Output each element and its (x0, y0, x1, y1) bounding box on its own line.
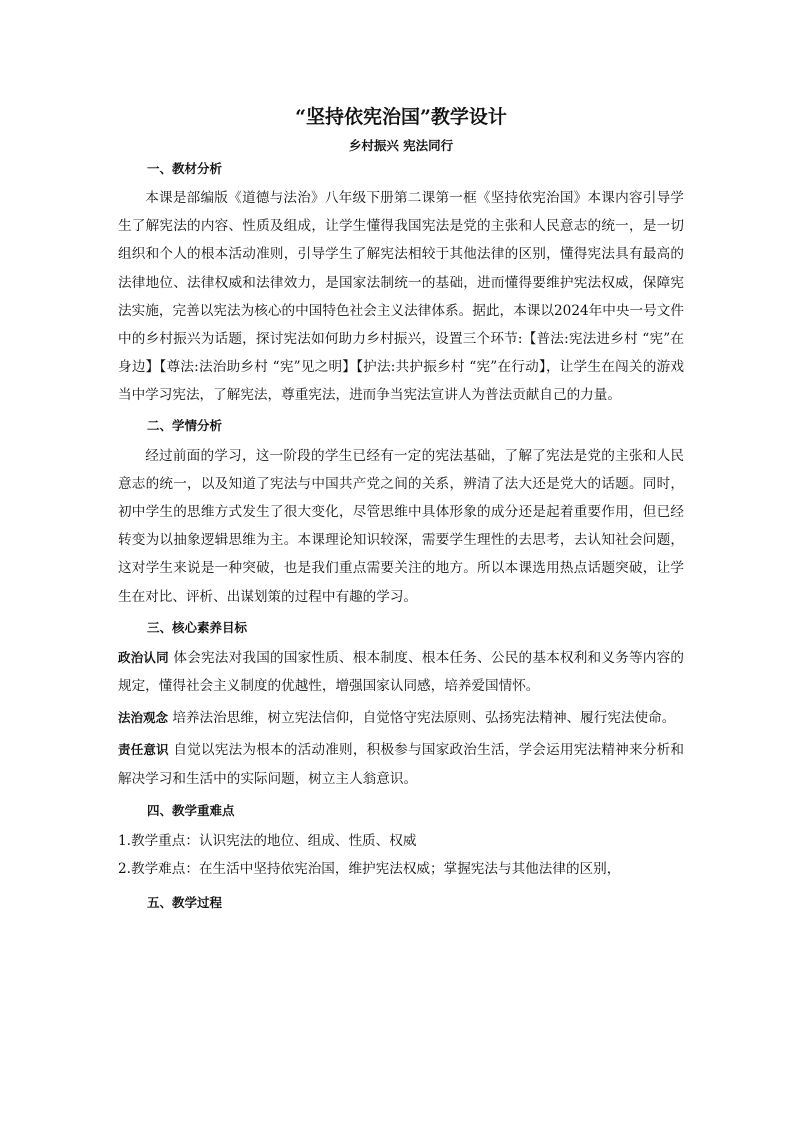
section-heading-core-goals: 三、核心素养目标 (147, 619, 248, 635)
goal-text: 培养法治思维，树立宪法信仰，自觉恪守宪法原则、弘扬宪法精神、履行宪法使命。 (168, 710, 676, 727)
document-subtitle: 乡村振兴 宪法同行 (348, 138, 454, 153)
goal-label: 政治认同 (118, 649, 169, 665)
goal-label: 法治观念 (118, 710, 169, 726)
list-item: 1.教学重点：认识宪法的地位、组成、性质、权威 (118, 832, 417, 849)
goal-label: 责任意识 (118, 742, 169, 758)
section-paragraph-student-analysis: 经过前面的学习，这一阶段的学生已经有一定的宪法基础，了解了宪法是党的主张和人民意志的统一，以及知道了宪法与中国共产党之间的关系，辨清了法大还是党大的话题。同时，初中学生的思维方式发生了很大变化，尽管思维中具体形象的成分还是起着重要作用，但已经转变为以抽象逻辑思维为主。本课理论知识较深，需要学生理性的去思考，去认知社会问题，这对学生来说是一种突破，也是我们重点需要关注的地方。所以本课选用热点话题突破，让学生在对比、评析、出谋划策的过程中有趣的学习。 (118, 447, 684, 605)
section-paragraph-textbook-analysis: 本课是部编版《道德与法治》八年级下册第二课第一框《坚持依宪治国》本课内容引导学生了解宪法的内容、性质及组成，让学生懂得我国宪法是党的主张和人民意志的统一，是一切组织和个人的根本活动准则，引导学生了解宪法相较于其他法律的区别，懂得宪法具有最高的法律地位、法律权威和法律效力，是国家法制统一的基础，进而懂得要维护宪法权威，保障宪法实施，完善以宪法为核心的中国特色社会主义法律体系。据此，本课以2024年中央一号文件中的乡村振兴为话题，探讨宪法如何助力乡村振兴，设置三个环节:【普法:宪法进乡村 “宪”在身边】【尊法:法治助乡村 “宪”见之明】【护法:共护振乡村 “宪”在行动】，让学生在闯关的游戏当中学习宪法，了解宪法，尊重宪法，进而争当宪法宣讲人为普法贡献自己的力量。 (118, 190, 684, 404)
section-heading-student-analysis: 二、学情分析 (147, 417, 223, 433)
document-body (118, 104, 684, 913)
goal-rule-of-law (118, 704, 684, 732)
section-heading-teaching-process: 五、教学过程 (147, 895, 223, 911)
goal-text: 体会宪法对我国的国家性质、根本制度、根本任务、公民的基本权利和义务等内容的规定，懂得社会主义制度的优越性，增强国家认同感，培养爱国情怀。 (118, 649, 684, 695)
goal-responsibility (118, 736, 684, 792)
section-heading-textbook-analysis: 一、教材分析 (147, 161, 223, 176)
goal-text: 自觉以宪法为根本的活动准则，积极参与国家政治生活，学会运用宪法精神来分析和解决学习和生活中的实际问题，树立主人翁意识。 (118, 742, 684, 787)
document-title: “坚持依宪治国”教学设计 (295, 106, 507, 128)
list-item: 2.教学难点：在生活中坚持依宪治国，维护宪法权威；掌握宪法与其他法律的区别， (118, 861, 621, 878)
goal-political-identity (118, 644, 684, 700)
section-heading-key-points: 四、教学重难点 (147, 802, 235, 818)
